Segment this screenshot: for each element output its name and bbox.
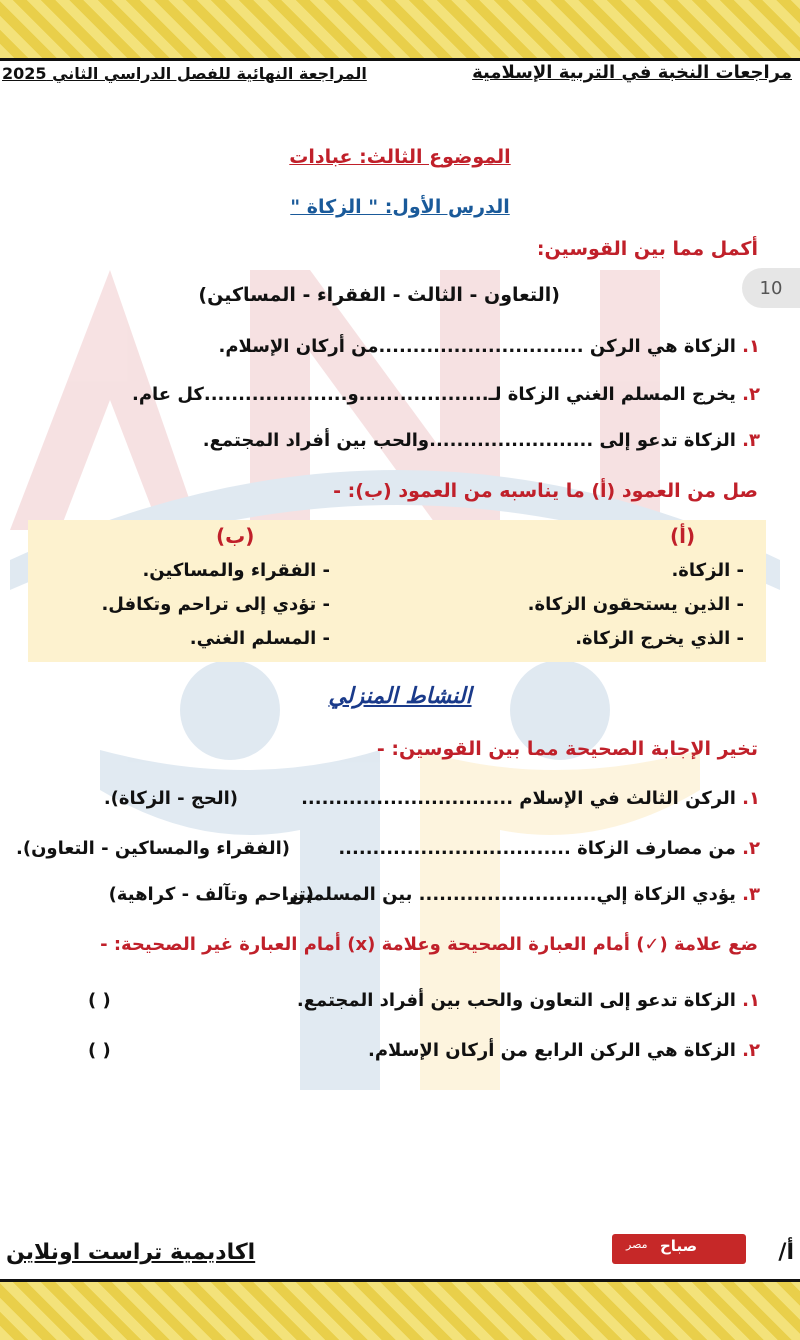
teacher-prefix: أ/ [778, 1240, 794, 1265]
decorative-top-band [0, 0, 800, 61]
column-a-item: - الزكاة. [671, 560, 744, 581]
choose-options: (تراحم وتآلف - كراهية) [108, 884, 314, 905]
complete-item: ٣. الزكاة تدعو إلى ........................والحب بين أفراد المجتمع. [202, 430, 760, 451]
column-a-item: - الذي يخرج الزكاة. [575, 628, 744, 649]
complete-instruction: أكمل مما بين القوسين: [536, 238, 758, 260]
match-instruction: صل من العمود (أ) ما يناسبه من العمود (ب): - [333, 480, 758, 502]
answer-box[interactable]: ( ) [88, 1040, 111, 1061]
column-a-header: (أ) [670, 524, 696, 548]
column-b-item: - تؤدي إلى تراحم وتكافل. [101, 594, 330, 615]
decorative-bottom-band [0, 1279, 800, 1340]
academy-name: اكاديمية تراست اونلاين [6, 1240, 256, 1265]
series-title: مراجعات النخبة في التربية الإسلامية [472, 62, 792, 83]
choose-options: (الحج - الزكاة). [103, 788, 238, 809]
choose-item: ٣. يؤدي الزكاة إلي.......................... بين المسلمين. [282, 884, 760, 905]
truefalse-item: ١. الزكاة تدعو إلى التعاون والحب بين أفراد المجتمع. [296, 990, 760, 1011]
topic-heading: الموضوع الثالث: عبادات [289, 146, 511, 168]
choose-instruction: تخير الإجابة الصحيحة مما بين القوسين: - [376, 738, 758, 760]
lesson-heading: الدرس الأول: " الزكاة " [290, 196, 510, 218]
column-b-item: - المسلم الغني. [189, 628, 330, 649]
answer-box[interactable]: ( ) [88, 990, 111, 1011]
choose-item: ٢. من مصارف الزكاة .................................. [338, 838, 760, 859]
complete-item: ١. الزكاة هي الركن ..............................من أركان الإسلام. [218, 336, 760, 357]
match-table [28, 520, 766, 662]
complete-item: ٢. يخرج المسلم الغني الزكاة لـ...................و.....................كل عام. [132, 384, 760, 405]
review-title: المراجعة النهائية للفصل الدراسي الثاني 2025 [2, 64, 367, 83]
home-activity-heading: النشاط المنزلي [328, 684, 472, 709]
word-bank: (التعاون - الثالث - الفقراء - المساكين) [198, 284, 560, 306]
news-logo-text: صباح [660, 1237, 698, 1255]
column-a-item: - الذين يستحقون الزكاة. [527, 594, 744, 615]
choose-options: (الفقراء والمساكين - التعاون). [16, 838, 290, 859]
truefalse-item: ٢. الزكاة هي الركن الرابع من أركان الإسلام. [368, 1040, 760, 1061]
truefalse-instruction: ضع علامة (✓) أمام العبارة الصحيحة وعلامة (x) أمام العبارة غير الصحيحة: - [100, 934, 758, 955]
page-header [0, 62, 800, 90]
column-b-item: - الفقراء والمساكين. [142, 560, 330, 581]
choose-item: ١. الركن الثالث في الإسلام ............................... [301, 788, 760, 809]
page-number-badge: 10 [742, 268, 800, 308]
news-logo-sub: مصر [626, 1238, 648, 1251]
column-b-header: (ب) [216, 524, 255, 548]
